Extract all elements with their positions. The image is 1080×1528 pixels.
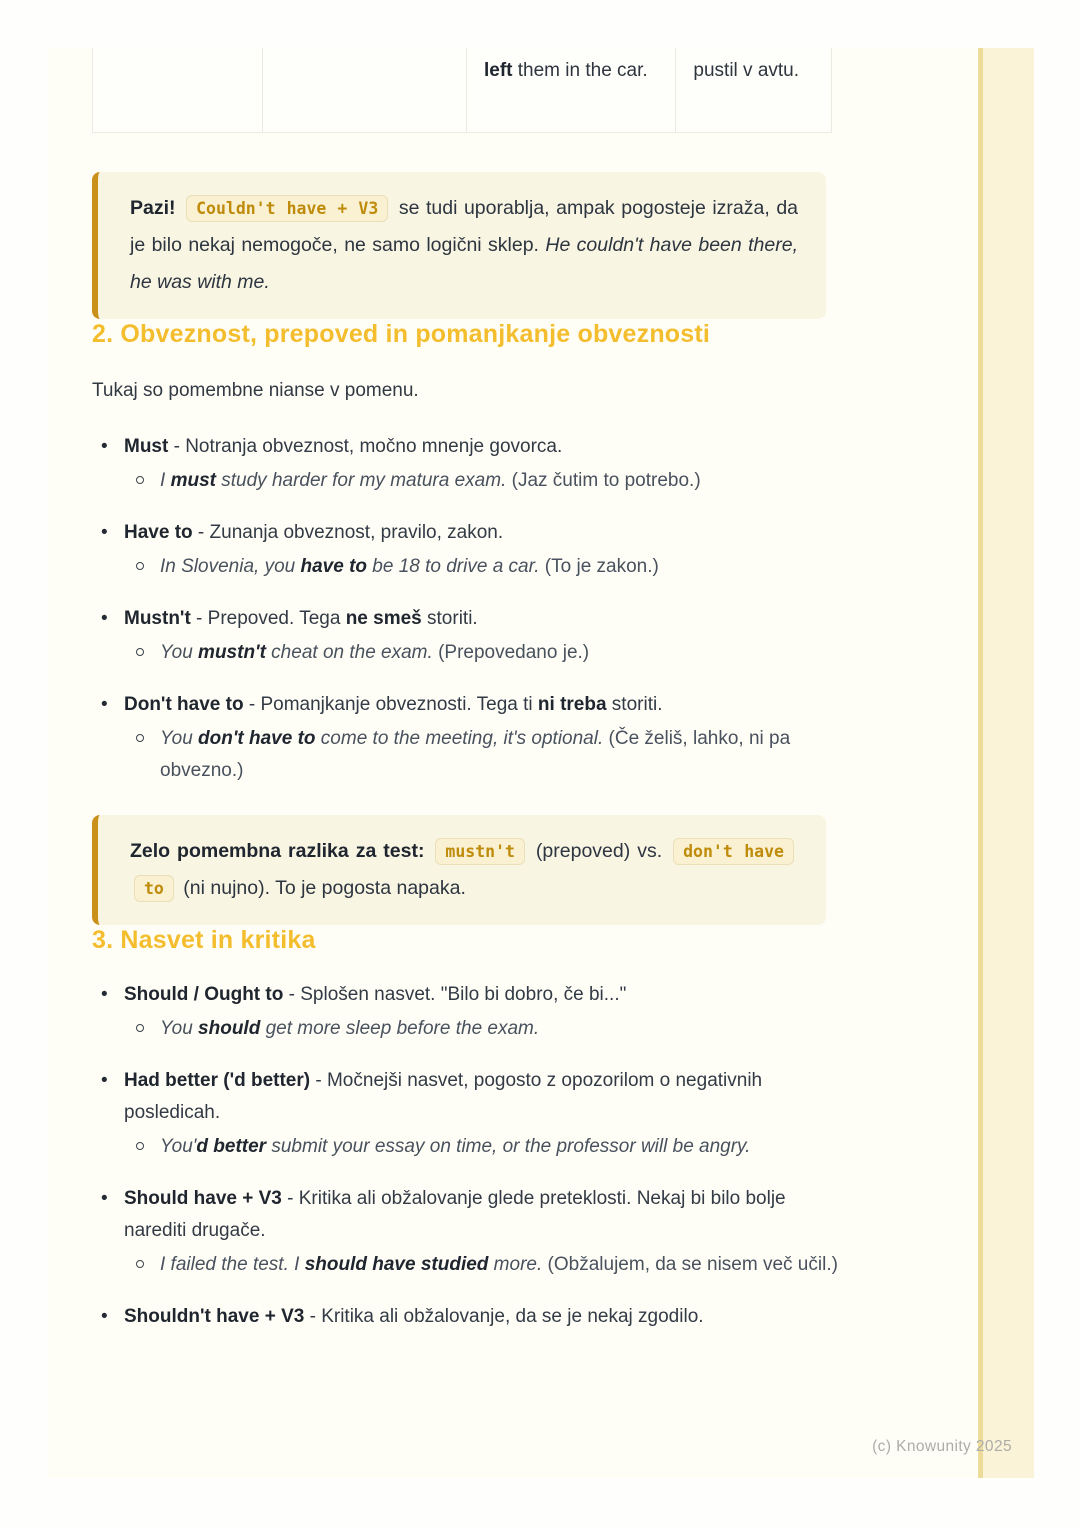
bullet-marker-icon: • xyxy=(101,1070,108,1091)
text-segment: be 18 to drive a car. xyxy=(367,556,540,577)
text-segment: Must xyxy=(124,436,169,457)
example-sentence xyxy=(160,551,842,583)
sub-bullet-marker-icon xyxy=(136,1024,144,1032)
text-segment: mustn't xyxy=(198,642,266,663)
list-item xyxy=(92,603,842,669)
text-segment: Mustn't xyxy=(124,608,191,629)
text-segment: You xyxy=(160,728,199,749)
text-segment: (Prepovedano je.) xyxy=(432,642,590,663)
text-segment: (Obžalujem, da se nisem več učil.) xyxy=(542,1254,838,1275)
example-sentence xyxy=(160,723,842,787)
sub-bullet-marker-icon xyxy=(136,648,144,656)
text-segment: se tudi uporablja, ampak pogosteje izraža, da je bilo nekaj nemogoče, ne samo logični sklep. xyxy=(130,197,799,256)
text-segment: Don't have to xyxy=(124,694,244,715)
text-segment: - Močnejši nasvet, pogosto z opozorilom o negativnih posledicah. xyxy=(124,1070,763,1123)
text-segment: study harder for my matura exam. xyxy=(215,470,507,491)
text-segment: (prepoved) vs. xyxy=(528,840,670,862)
text-segment: (ni nujno). To je pogosta napaka. xyxy=(177,877,466,899)
text-segment: get more sleep before the exam. xyxy=(260,1018,540,1039)
page-edge-stripe xyxy=(978,48,1034,1478)
text-segment: You xyxy=(160,642,199,663)
bullet-marker-icon: • xyxy=(101,436,108,457)
text-segment: - Zunanja obveznost, pravilo, zakon. xyxy=(192,522,504,543)
callout-warning-pazi xyxy=(92,172,826,319)
text-segment: should have studied xyxy=(304,1254,489,1275)
text-segment: Shouldn't have + V3 xyxy=(124,1306,305,1327)
text-segment: Should / Ought to xyxy=(124,984,284,1005)
section-intro: Tukaj so pomembne nianse v pomenu. xyxy=(92,380,419,401)
bullet-marker-icon: • xyxy=(101,694,108,715)
advice-list xyxy=(92,979,842,1333)
text-segment: - Pomanjkanje obveznosti. Tega ti xyxy=(243,694,538,715)
text-segment: left xyxy=(483,60,513,81)
bullet-text xyxy=(124,1183,842,1247)
text-segment: don't have to xyxy=(198,728,316,749)
sub-bullet-marker-icon xyxy=(136,476,144,484)
text-segment: have to xyxy=(300,556,368,577)
list-item xyxy=(92,1065,842,1163)
text-segment: them in the car. xyxy=(512,60,648,81)
text-segment xyxy=(424,840,431,862)
example-sentence xyxy=(160,1249,842,1281)
bullet-text xyxy=(124,1301,842,1333)
example-sentence xyxy=(160,465,842,497)
bullet-text xyxy=(124,517,842,549)
sub-list-item xyxy=(136,1013,842,1045)
text-segment xyxy=(176,197,183,219)
example-sentence xyxy=(160,1013,842,1045)
table-cell-slovenian-translation xyxy=(676,48,831,132)
sub-list-item xyxy=(136,551,842,583)
bullet-text xyxy=(124,603,842,635)
bullet-marker-icon: • xyxy=(101,1306,108,1327)
bullet-text xyxy=(124,979,842,1011)
text-segment: storiti. xyxy=(421,608,478,629)
list-item xyxy=(92,517,842,583)
text-segment: ni treba xyxy=(537,694,607,715)
sub-list-item xyxy=(136,1249,842,1281)
list-item xyxy=(92,1183,842,1281)
text-segment: come to the meeting, it's optional. xyxy=(315,728,604,749)
text-segment: Zelo pomembna razlika za test: xyxy=(130,840,425,862)
example-sentence xyxy=(160,1131,842,1163)
text-segment: - Kritika ali obžalovanje, da se je nekaj zgodilo. xyxy=(304,1306,704,1327)
text-segment: - Kritika ali obžalovanje glede preteklosti. Nekaj bi bilo bolje narediti drugače. xyxy=(124,1188,786,1241)
bullet-marker-icon: • xyxy=(101,522,108,543)
text-segment: I xyxy=(160,470,171,491)
list-item xyxy=(92,431,842,497)
code-chip: Couldn't have + V3 xyxy=(186,195,388,222)
list-item xyxy=(92,689,842,787)
text-segment: He couldn't have been there, he was with me. xyxy=(130,234,798,293)
table-cell xyxy=(263,48,467,132)
text-segment: Pazi! xyxy=(130,197,176,219)
obligation-list xyxy=(92,431,842,787)
text-segment: Have to xyxy=(124,522,193,543)
page-content xyxy=(48,48,842,1333)
list-item xyxy=(92,1301,842,1333)
sub-list-item xyxy=(136,723,842,787)
text-segment: cheat on the exam. xyxy=(265,642,433,663)
sub-list-item xyxy=(136,637,842,669)
text-segment: - Notranja obveznost, močno mnenje govorca. xyxy=(168,436,563,457)
callout-test-difference xyxy=(92,815,826,925)
sub-bullet-marker-icon xyxy=(136,1260,144,1268)
section-heading-advice: 3. Nasvet in kritika xyxy=(92,926,316,954)
text-segment: I failed the test. I xyxy=(160,1254,305,1275)
text-segment: - Splošen nasvet. "Bilo bi dobro, če bi..." xyxy=(283,984,627,1005)
table-cell xyxy=(93,48,263,132)
bullet-marker-icon: • xyxy=(101,984,108,1005)
table-fragment xyxy=(92,48,832,133)
text-segment: - Prepoved. Tega xyxy=(190,608,346,629)
bullet-text xyxy=(124,1065,842,1129)
text-segment: (To je zakon.) xyxy=(539,556,659,577)
text-segment: (Jaz čutim to potrebo.) xyxy=(506,470,701,491)
text-segment: storiti. xyxy=(606,694,663,715)
bullet-marker-icon: • xyxy=(101,1188,108,1209)
list-item xyxy=(92,979,842,1045)
text-segment: You' xyxy=(160,1136,197,1157)
example-sentence xyxy=(160,637,842,669)
text-segment: In Slovenia, you xyxy=(160,556,301,577)
sub-bullet-marker-icon xyxy=(136,734,144,742)
sub-list-item xyxy=(136,1131,842,1163)
copyright-watermark: (c) Knowunity 2025 xyxy=(872,1438,1012,1455)
text-segment: (Če želiš, lahko, ni pa obvezno.) xyxy=(160,728,791,781)
text-segment: pustil v avtu. xyxy=(693,60,800,81)
sub-bullet-marker-icon xyxy=(136,562,144,570)
text-segment: should xyxy=(198,1018,261,1039)
code-chip: don't have to xyxy=(134,838,794,902)
text-segment: You xyxy=(160,1018,199,1039)
section-heading-obligation: 2. Obveznost, prepoved in pomanjkanje obveznosti xyxy=(92,320,711,348)
document-page xyxy=(48,48,978,1478)
text-segment: Should have + V3 xyxy=(124,1188,282,1209)
sub-list-item xyxy=(136,465,842,497)
text-segment: ne smeš xyxy=(345,608,422,629)
text-segment: submit your essay on time, or the professor will be angry. xyxy=(266,1136,751,1157)
bullet-marker-icon: • xyxy=(101,608,108,629)
bullet-text xyxy=(124,431,842,463)
bullet-text xyxy=(124,689,842,721)
text-segment: d better xyxy=(196,1136,267,1157)
sub-bullet-marker-icon xyxy=(136,1142,144,1150)
table-cell-english-example xyxy=(467,48,676,132)
text-segment: Had better ('d better) xyxy=(124,1070,311,1091)
code-chip: mustn't xyxy=(435,838,525,865)
text-segment: must xyxy=(170,470,216,491)
text-segment: more. xyxy=(488,1254,543,1275)
